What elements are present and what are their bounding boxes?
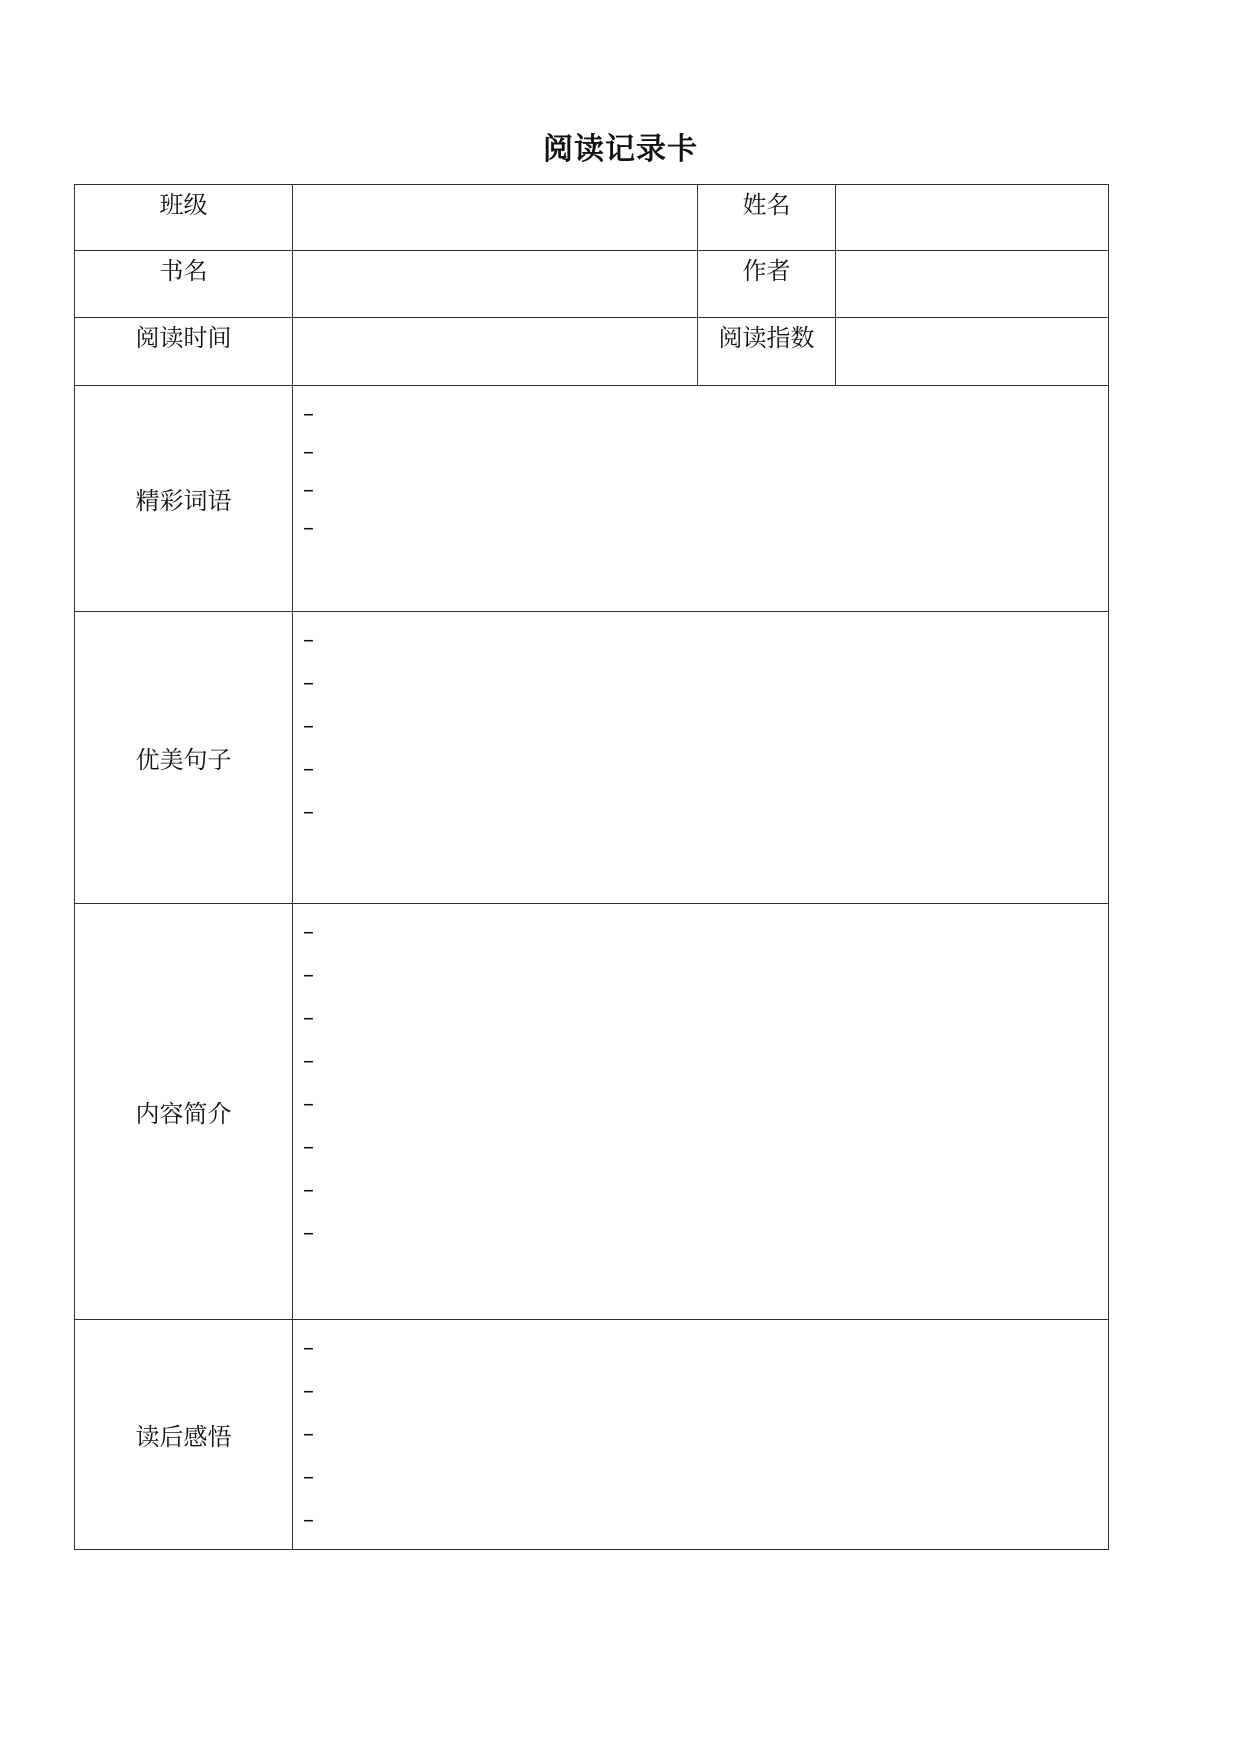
reading-time-label: 阅读时间 — [75, 318, 293, 386]
bullet-line[interactable]: – — [303, 1221, 314, 1246]
table-row — [75, 251, 1109, 318]
table-row — [75, 386, 1109, 612]
bullet-line[interactable]: – — [303, 800, 314, 825]
table-row — [75, 185, 1109, 251]
bullet-line[interactable]: – — [303, 1422, 314, 1447]
wonderful-words-label: 精彩词语 — [75, 386, 293, 612]
reflection-area[interactable] — [293, 1320, 1109, 1550]
book-title-label: 书名 — [75, 251, 293, 318]
reading-index-label: 阅读指数 — [698, 318, 836, 386]
reflection-label: 读后感悟 — [75, 1320, 293, 1550]
bullet-line[interactable]: – — [303, 1135, 314, 1160]
bullet-line[interactable]: – — [303, 1049, 314, 1074]
page-title: 阅读记录卡 — [543, 132, 698, 167]
bullet-line[interactable]: – — [303, 516, 314, 541]
bullet-line[interactable]: – — [303, 440, 314, 465]
bullet-line[interactable]: – — [303, 1092, 314, 1117]
reading-index-field[interactable] — [836, 318, 1109, 386]
table-row — [75, 612, 1109, 904]
beautiful-sentences-label: 优美句子 — [75, 612, 293, 904]
class-label: 班级 — [75, 185, 293, 251]
bullet-line[interactable]: – — [303, 920, 314, 945]
reading-time-field[interactable] — [293, 318, 698, 386]
bullet-line[interactable]: – — [303, 714, 314, 739]
content-summary-label: 内容简介 — [75, 904, 293, 1320]
wonderful-words-area[interactable] — [293, 386, 1109, 612]
bullet-line[interactable]: – — [303, 1379, 314, 1404]
reading-record-table — [74, 184, 1109, 1550]
bullet-line[interactable]: – — [303, 671, 314, 696]
bullet-line[interactable]: – — [303, 478, 314, 503]
bullet-line[interactable]: – — [303, 757, 314, 782]
name-label: 姓名 — [698, 185, 836, 251]
bullet-line[interactable]: – — [303, 1508, 314, 1533]
bullet-line[interactable]: – — [303, 963, 314, 988]
class-field[interactable] — [293, 185, 698, 251]
bullet-line[interactable]: – — [303, 1178, 314, 1203]
bullet-line[interactable]: – — [303, 1006, 314, 1031]
author-field[interactable] — [836, 251, 1109, 318]
bullet-line[interactable]: – — [303, 402, 314, 427]
content-summary-area[interactable] — [293, 904, 1109, 1320]
author-label: 作者 — [698, 251, 836, 318]
table-row — [75, 904, 1109, 1320]
book-title-field[interactable] — [293, 251, 698, 318]
beautiful-sentences-area[interactable] — [293, 612, 1109, 904]
bullet-line[interactable]: – — [303, 1336, 314, 1361]
bullet-line[interactable]: – — [303, 1465, 314, 1490]
name-field[interactable] — [836, 185, 1109, 251]
table-row — [75, 1320, 1109, 1550]
table-row — [75, 318, 1109, 386]
bullet-line[interactable]: – — [303, 628, 314, 653]
